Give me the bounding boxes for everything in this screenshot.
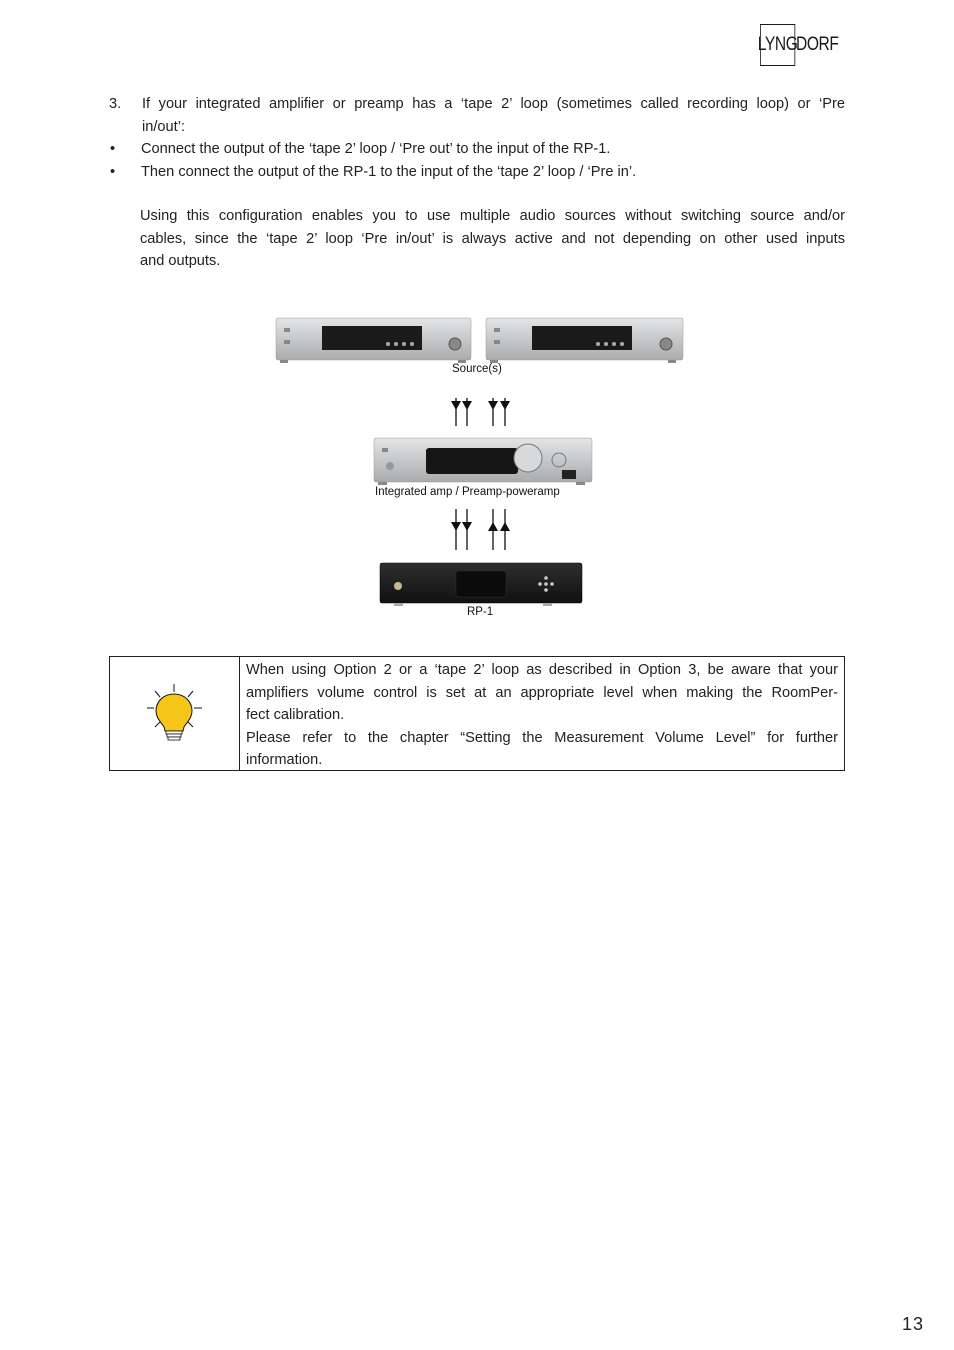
step-text	[141, 93, 845, 138]
step-line-1: If your integrated amplifier or preamp has a ‘tape 2’ loop (sometimes called recording loop) or ‘Pre	[142, 96, 845, 112]
tip-icon-cell	[110, 657, 240, 770]
arrows-source-amp	[451, 398, 510, 426]
rp1-device	[380, 563, 582, 606]
step-line-2: in/out’:	[142, 118, 185, 135]
tip-line-5: information.	[246, 752, 323, 768]
paragraph-line-3: and outputs.	[140, 253, 221, 269]
tip-box	[109, 656, 845, 771]
bullet-marker-1: •	[110, 141, 116, 157]
bullet-text-1: Connect the output of the ‘tape 2’ loop / ‘Pre out’ to the input of the RP-1.	[141, 141, 611, 157]
sources-label: Source(s)	[452, 363, 502, 375]
source-device-right	[486, 318, 683, 363]
tip-text	[240, 657, 844, 770]
bullet-marker-2: •	[110, 164, 116, 180]
connection-diagram	[270, 310, 690, 630]
logo-rest-text: DORF	[796, 34, 839, 55]
logo-boxed-text: LYNG	[760, 24, 795, 66]
arrows-amp-rp1	[451, 509, 510, 550]
paragraph-line-1: Using this configuration enables you to use multiple audio sources without switching source and/or	[140, 208, 845, 224]
integrated-amp-device	[374, 438, 592, 485]
paragraph-line-2: cables, since the ‘tape 2’ loop ‘Pre in/out’ is always active and not depending on other used inputs	[140, 230, 845, 247]
lightbulb-icon	[110, 657, 239, 770]
rp1-label: RP-1	[467, 606, 494, 618]
brand-logo	[757, 24, 848, 66]
explanation-paragraph	[140, 205, 845, 273]
step-number: 3.	[109, 96, 122, 112]
tip-line-1: When using Option 2 or a ‘tape 2’ loop as described in Option 3, be aware that your	[246, 662, 838, 678]
tip-line-2: amplifiers volume control is set at an appropriate level when making the RoomPer-	[246, 684, 838, 701]
diagram-graphic	[270, 310, 690, 630]
page-number: 13	[902, 1314, 925, 1334]
tip-line-4: Please refer to the chapter “Setting the Measurement Volume Level” for further	[246, 729, 838, 746]
source-device-left	[276, 318, 471, 363]
amp-label: Integrated amp / Preamp-poweramp	[375, 486, 560, 498]
tip-line-3: fect calibration.	[246, 707, 345, 723]
bullet-text-2: Then connect the output of the RP-1 to the input of the ‘tape 2’ loop / ‘Pre in’.	[141, 164, 637, 180]
